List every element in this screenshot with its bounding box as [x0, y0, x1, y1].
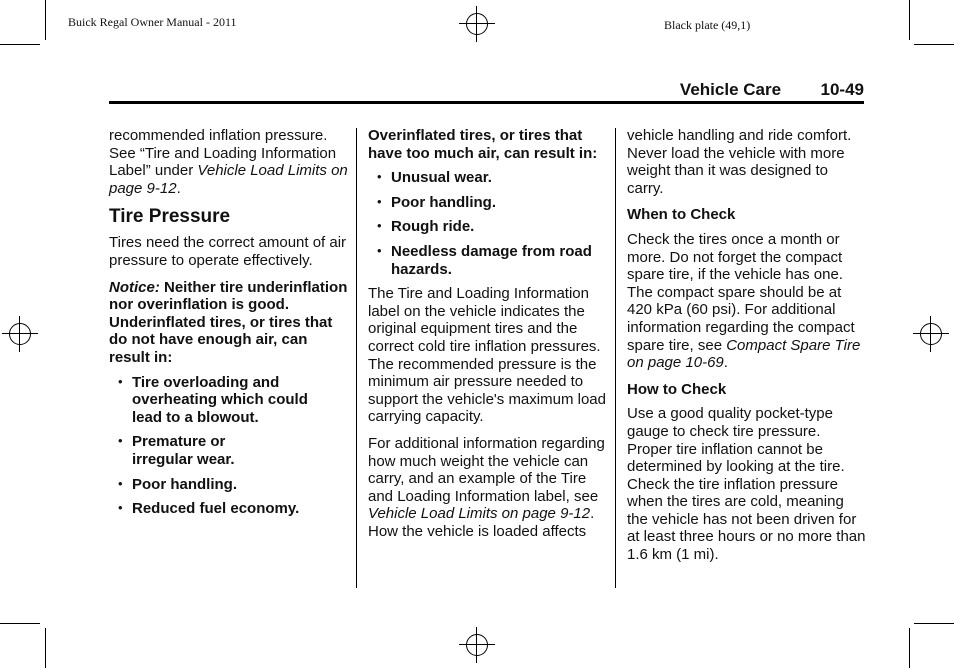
crop-mark: [914, 44, 954, 45]
section-title: Vehicle Care: [679, 80, 782, 99]
paragraph: Tires need the correct amount of air pressure to operate effectively.: [109, 234, 347, 269]
subheading: How to Check: [627, 380, 727, 398]
cross-reference: Vehicle Load Limits on page 9-12: [109, 162, 348, 197]
column-1: [109, 127, 349, 525]
document-meta-right: Black plate (49,1): [664, 18, 751, 32]
list-item: • Rough ride.: [377, 218, 475, 236]
crop-mark: [0, 623, 40, 624]
column-divider: [615, 128, 616, 588]
list-item: • Poor handling.: [118, 475, 237, 493]
list-item: • Tire overloading and overheating which could lead to a blowout.: [118, 373, 308, 426]
cross-reference: Compact Spare Tire on page 10-69: [627, 336, 861, 372]
paragraph: Use a good quality pocket-type gauge to check tire pressure. Proper tire inflation cannot be determined by looking at the tire. Check the tire inflation pressure when the tires are cold, meaning the vehicle has not been driven for at least three hours or no more than 1.6 km (1 mi).: [627, 405, 866, 564]
crop-mark: [909, 0, 910, 40]
cross-reference: Vehicle Load Limits on page 9-12: [368, 505, 591, 523]
running-header: [680, 80, 864, 100]
crop-mark: [0, 44, 40, 45]
paragraph: For additional information regarding how much weight the vehicle can carry, and an example of the Tire and Loading Information label, see Vehicle Load Limits on page 9-12. How the vehicle is loaded affects: [368, 434, 605, 540]
paragraph: recommended inflation pressure. See “Tire and Loading Information Label” under Vehicle Load Limits on page 9-12.: [109, 127, 348, 197]
crop-mark: [45, 0, 46, 40]
paragraph: Check the tires once a month or more. Do not forget the compact spare tire, if the vehicle has one. The compact spare should be at 420 kPa (60 psi). For additional information regarding the compact spare tire, see Compact Spare Tire on page 10-69.: [627, 230, 861, 372]
list-item: • Reduced fuel economy.: [118, 500, 300, 518]
list-item: • Poor handling.: [377, 193, 496, 211]
list-item: • Premature or irregular wear.: [118, 433, 235, 468]
crop-mark: [909, 628, 910, 668]
registration-mark: [2, 316, 38, 352]
bullet-list: [109, 374, 349, 518]
bullet-list: [368, 169, 606, 278]
paragraph: vehicle handling and ride comfort. Never load the vehicle with more weight than it was designed to carry.: [627, 127, 852, 197]
document-meta-left: Buick Regal Owner Manual - 2011: [68, 15, 237, 29]
column-3: [627, 127, 867, 573]
lead-text: Overinflated tires, or tires that have too much air, can result in:: [368, 127, 598, 162]
list-item: • Needless damage from road hazards.: [377, 242, 592, 278]
column-divider: [356, 128, 357, 588]
subheading: When to Check: [627, 206, 736, 224]
notice-label: Notice:: [109, 278, 160, 296]
registration-mark: [913, 316, 949, 352]
crop-mark: [45, 628, 46, 668]
column-2: [368, 127, 606, 549]
page-number: 10-49: [820, 80, 864, 99]
registration-mark: [459, 6, 495, 42]
crop-mark: [914, 623, 954, 624]
registration-mark: [459, 627, 495, 663]
notice: Notice: Neither tire underinflation nor overinflation is good. Underinflated tires, or tires that do not have enough air, can result in:: [109, 278, 348, 366]
paragraph: The Tire and Loading Information label on the vehicle indicates the original equipment tires and the correct cold tire inflation pressures. The recommended pressure is the minimum air pressure needed to support the vehicle's maximum load carrying capacity.: [368, 285, 606, 426]
section-heading: Tire Pressure: [109, 206, 231, 228]
header-rule: [109, 101, 864, 104]
list-item: • Unusual wear.: [377, 169, 492, 187]
